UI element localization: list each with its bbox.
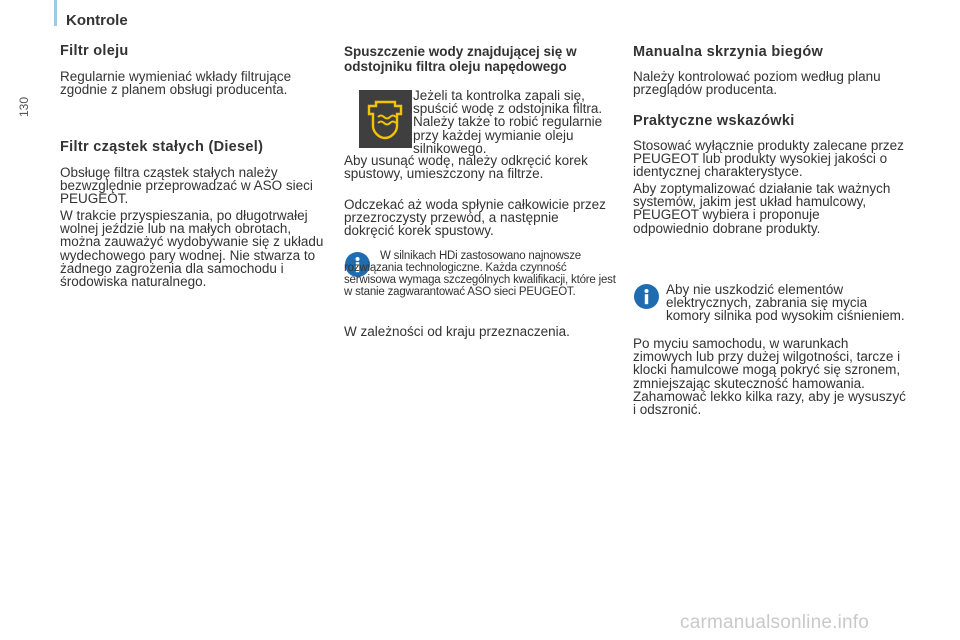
watermark: carmanualsonline.info [680,612,870,633]
warning-light-text: Jeżeli ta kontrolka zapali się, spuścić wodę z odstojnika filtra. Należy także to robić regularnie przy każdej wymianie oleju silnikowego. [413,88,603,156]
tips-heading: Praktyczne wskazówki [633,113,795,129]
dpf-text-1: Obsługę filtra cząstek stałych należy bezwzględnie przeprowadzać w ASO sieci PEUGEOT. [60,165,313,207]
water-in-fuel-warning-icon [359,90,412,148]
water-drain-heading: Spuszczenie wody znajdującej się w odstojniku filtra oleju napędowego [344,44,577,74]
page-number-wrap [16,88,36,118]
winter-braking-text: Po myciu samochodu, w warunkach zimowych lub przy dużej wilgotności, tarcze i klocki hamulcowe mogą pokryć się szronem, zmniejszając skuteczność hamowania. Zahamować lekko kilka razy, aby je wysuszyć i odszronić. [633,336,906,418]
gearbox-text: Należy kontrolować poziom według planu przeglądów producenta. [633,69,881,98]
oil-filter-text: Regularnie wymieniać wkłady filtrujące zgodnie z planem obsługi producenta. [60,69,292,98]
oil-filter-heading: Filtr oleju [60,43,129,59]
section-title: Kontrole [66,12,128,29]
drain-text-1: Aby usunąć wodę, należy odkręcić korek spustowy, umieszczony na filtrze. [344,153,588,182]
dpf-text-2: W trakcie przyspieszania, po długotrwałej wolnej jeździe lub na małych obrotach, można zauważyć wydobywanie się z układu wydechowego pary wodnej. Nie stwarza to żadnego zagrożenia dla samochodu i środowiska naturalnego. [60,208,324,290]
drain-text-2: Odczekać aż woda spłynie całkowicie przez przezroczysty przewód, a następnie dokręcić korek spustowy. [344,197,606,239]
dpf-heading: Filtr cząstek stałych (Diesel) [60,139,264,155]
tips-text-1: Stosować wyłącznie produkty zalecane przez PEUGEOT lub produkty wysokiej jakości o identycznej charakterystyce. [633,138,904,180]
washing-info-text: Aby nie uszkodzić elementów elektrycznych, zabrania się mycia komory silnika pod wysokim ciśnieniem. [666,282,905,324]
gearbox-heading: Manualna skrzynia biegów [633,44,824,60]
page-number: 130 [17,96,31,117]
hdi-info-text: W silnikach HDi zastosowano najnowsze rozwiązania technologiczne. Każda czynność serwisowa wymaga szczególnych kwalifikacji, które jest w stanie zagwarantować ASO sieci PEUGEOT. [344,250,616,298]
country-note: W zależności od kraju przeznaczenia. [344,324,570,339]
tips-text-2: Aby zoptymalizować działanie tak ważnych systemów, jakim jest układ hamulcowy, PEUGEOT wybiera i proponuje odpowiednio dobrane produkty. [633,181,891,236]
section-accent-bar [54,0,57,26]
info-icon [634,284,659,309]
